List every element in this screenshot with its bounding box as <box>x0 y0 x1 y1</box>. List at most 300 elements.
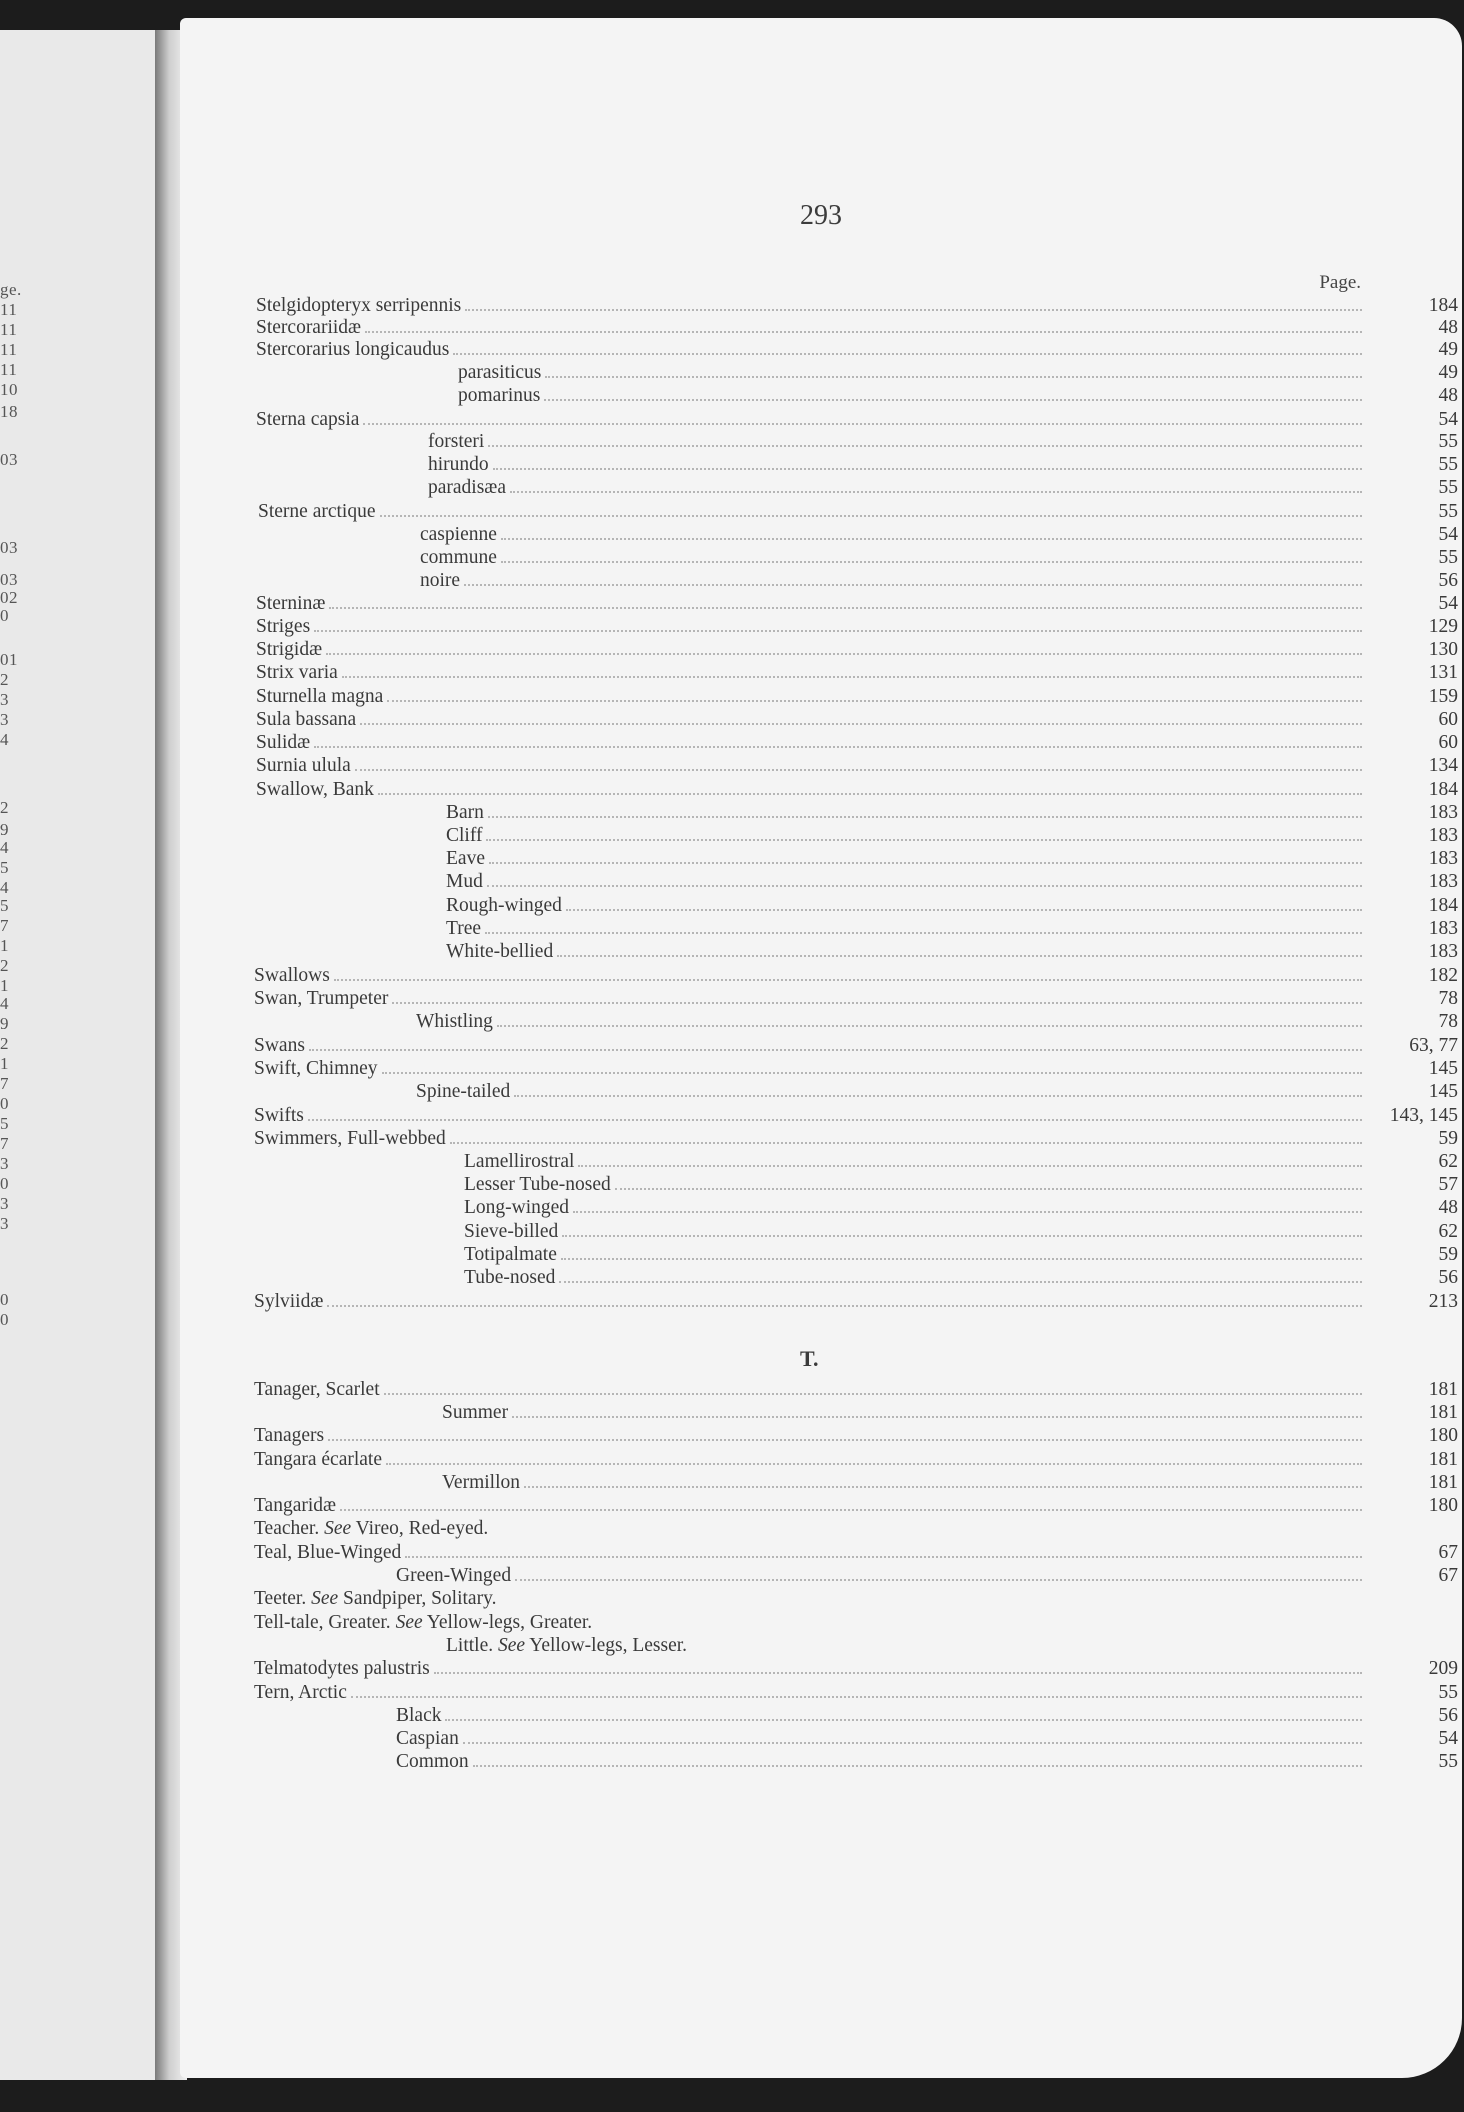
index-term-text: Green-Winged <box>396 1565 512 1586</box>
index-entry <box>256 754 1458 777</box>
index-entry <box>428 476 1458 499</box>
index-entry <box>464 1266 1458 1289</box>
index-entry <box>258 500 1458 523</box>
left-page-number: 03 <box>0 570 18 589</box>
index-page-ref: 54 <box>1438 593 1458 614</box>
index-term-text: Teeter. <box>254 1588 307 1609</box>
index-entry <box>446 894 1458 917</box>
index-term <box>446 847 485 870</box>
dot-leader <box>314 732 1362 748</box>
dot-leader <box>380 501 1363 517</box>
index-term <box>256 754 351 777</box>
index-term-text: noire <box>420 570 461 591</box>
index-term <box>396 1564 511 1587</box>
index-entry <box>446 870 1458 893</box>
index-page-ref: 184 <box>1428 779 1458 800</box>
see-reference-word: See <box>395 1612 423 1633</box>
index-page-ref: 54 <box>1438 524 1458 545</box>
left-page-number: 3 <box>0 1194 9 1213</box>
index-entry <box>396 1704 1458 1727</box>
dot-leader <box>308 1105 1362 1121</box>
index-page-ref: 131 <box>1428 662 1458 683</box>
index-term-text: Lesser Tube-nosed <box>464 1174 611 1195</box>
index-term-text: Surnia ulula <box>256 755 351 776</box>
index-entry <box>420 523 1458 546</box>
index-term <box>256 294 461 317</box>
see-reference-word: See <box>311 1588 339 1609</box>
index-entry <box>256 338 1458 361</box>
index-page-ref: 55 <box>1438 1751 1458 1772</box>
left-page-number: 11 <box>0 300 18 319</box>
index-entry <box>254 1494 1458 1517</box>
index-term <box>416 1080 510 1103</box>
index-entry <box>446 847 1458 870</box>
left-page-number-column <box>0 30 165 2080</box>
index-term-text: Cliff <box>446 825 483 846</box>
index-term-text: Strix varia <box>256 662 338 683</box>
index-entry <box>396 1727 1458 1750</box>
index-term-text: Tangara écarlate <box>254 1449 382 1470</box>
index-page-ref: 48 <box>1438 385 1458 406</box>
index-term-text: Sterninæ <box>256 593 326 614</box>
left-page-number: 11 <box>0 360 18 379</box>
index-entry <box>458 361 1458 384</box>
index-entry <box>458 384 1458 407</box>
index-entry <box>254 1034 1458 1057</box>
left-page-number: 4 <box>0 730 9 749</box>
index-page-ref: 54 <box>1438 1728 1458 1749</box>
index-page-ref: 181 <box>1428 1449 1458 1470</box>
left-page-number: 3 <box>0 690 9 709</box>
index-term-text: Barn <box>446 802 484 823</box>
index-page-ref: 59 <box>1438 1128 1458 1149</box>
index-entry <box>416 1010 1458 1033</box>
dot-leader <box>615 1174 1362 1190</box>
index-term-text: Swimmers, Full-webbed <box>254 1128 446 1149</box>
left-page-number: 5 <box>0 858 9 877</box>
index-term <box>254 1541 401 1564</box>
index-page-ref: 183 <box>1428 802 1458 823</box>
left-page-number: 3 <box>0 1154 9 1173</box>
index-entry <box>254 1517 1366 1540</box>
dot-leader <box>515 1565 1362 1581</box>
dot-leader <box>351 1682 1362 1698</box>
dot-leader <box>501 524 1362 540</box>
index-term-text: Stercorariidæ <box>256 317 362 338</box>
index-page-ref: 60 <box>1438 732 1458 753</box>
dot-leader <box>544 385 1362 401</box>
index-page-ref: 54 <box>1438 409 1458 430</box>
index-term <box>464 1173 611 1196</box>
index-content <box>180 18 1462 2078</box>
dot-leader <box>334 965 1362 981</box>
index-term-text: Tell-tale, Greater. <box>254 1612 391 1633</box>
left-page-number: 3 <box>0 1214 9 1233</box>
index-term <box>254 1104 304 1127</box>
index-term-text: Teacher. <box>254 1518 320 1539</box>
index-entry <box>256 661 1458 684</box>
dot-leader <box>434 1658 1362 1674</box>
index-term-text: parasiticus <box>458 362 542 383</box>
index-term <box>256 661 338 684</box>
index-page-ref: 182 <box>1428 965 1458 986</box>
dot-leader <box>514 1081 1362 1097</box>
index-term <box>256 338 449 361</box>
dot-leader <box>545 362 1362 378</box>
index-term <box>420 569 460 592</box>
left-page-number: 2 <box>0 956 9 975</box>
left-page-number: 02 <box>0 588 18 607</box>
see-reference-target: Sandpiper, Solitary. <box>338 1588 497 1609</box>
index-entry <box>420 569 1458 592</box>
index-page-ref: 213 <box>1428 1291 1458 1312</box>
dot-leader <box>489 848 1362 864</box>
index-term-text: Swifts <box>254 1105 304 1126</box>
dot-leader <box>486 825 1362 841</box>
index-term <box>254 1290 323 1313</box>
page-column-label: Page. <box>1319 272 1361 293</box>
index-term <box>464 1150 574 1173</box>
index-page-ref: 180 <box>1428 1425 1458 1446</box>
index-term <box>396 1727 459 1750</box>
index-term-text: Black <box>396 1705 442 1726</box>
index-term-text: Swift, Chimney <box>254 1058 378 1079</box>
index-term-text: Rough-winged <box>446 895 562 916</box>
index-page-ref: 145 <box>1428 1081 1458 1102</box>
index-term-text: White-bellied <box>446 941 554 962</box>
index-entry <box>396 1750 1458 1773</box>
index-term-text: Totipalmate <box>464 1244 557 1265</box>
dot-leader <box>329 593 1362 609</box>
index-page-ref: 78 <box>1438 1011 1458 1032</box>
index-term-text: Summer <box>442 1402 509 1423</box>
index-page-ref: 59 <box>1438 1244 1458 1265</box>
index-page-ref: 145 <box>1428 1058 1458 1079</box>
index-term-text: Strigidæ <box>256 639 323 660</box>
index-term <box>254 1448 382 1471</box>
index-term-text: Caspian <box>396 1728 459 1749</box>
index-term-text: Swan, Trumpeter <box>254 988 389 1009</box>
left-page-number: 7 <box>0 1074 9 1093</box>
left-page-number: 5 <box>0 896 9 915</box>
dot-leader <box>524 1472 1362 1488</box>
index-page-ref: 55 <box>1438 431 1458 452</box>
index-term-text: Teal, Blue-Winged <box>254 1542 402 1563</box>
index-term <box>428 476 506 499</box>
index-term <box>428 430 484 453</box>
index-entry <box>464 1150 1458 1173</box>
left-page-number: 10 <box>0 380 18 399</box>
index-entry <box>256 778 1458 801</box>
index-page-ref: 55 <box>1438 454 1458 475</box>
index-term <box>420 523 497 546</box>
index-entry <box>420 546 1458 569</box>
dot-leader <box>512 1402 1362 1418</box>
dot-leader <box>501 547 1362 563</box>
index-term-text: Little. <box>446 1635 494 1656</box>
index-term <box>256 408 359 431</box>
index-term <box>420 546 497 569</box>
index-page-ref: 60 <box>1438 709 1458 730</box>
index-entry <box>464 1220 1458 1243</box>
index-entry <box>464 1173 1458 1196</box>
index-term <box>428 453 489 476</box>
see-reference-target: Yellow-legs, Lesser. <box>525 1635 688 1656</box>
index-entry <box>256 638 1458 661</box>
index-term <box>254 1057 378 1080</box>
index-term <box>442 1471 520 1494</box>
index-term-text: Sulidæ <box>256 732 311 753</box>
index-term <box>396 1704 441 1727</box>
dot-leader <box>328 1425 1362 1441</box>
index-term <box>464 1266 555 1289</box>
index-term <box>256 731 310 754</box>
index-entry <box>256 731 1458 754</box>
dot-leader <box>387 686 1362 702</box>
dot-leader <box>309 1035 1362 1051</box>
dot-leader <box>561 1244 1362 1260</box>
index-page-ref: 49 <box>1438 362 1458 383</box>
index-term-text: Sula bassana <box>256 709 357 730</box>
dot-leader <box>559 1267 1362 1283</box>
index-term <box>446 801 484 824</box>
left-page-number: 2 <box>0 798 9 817</box>
index-entry <box>254 1587 1366 1610</box>
index-entry <box>464 1243 1458 1266</box>
index-entry <box>442 1471 1458 1494</box>
left-page-number: 3 <box>0 710 9 729</box>
dot-leader <box>327 1291 1362 1307</box>
index-entry <box>254 1127 1458 1150</box>
index-term-text: Tree <box>446 918 482 939</box>
index-page-ref: 49 <box>1438 339 1458 360</box>
index-term <box>464 1196 569 1219</box>
dot-leader <box>363 409 1362 425</box>
left-page-number: 1 <box>0 976 9 995</box>
dot-leader <box>450 1128 1362 1144</box>
left-page-number: 4 <box>0 878 9 897</box>
index-entry <box>254 1611 1366 1634</box>
dot-leader <box>485 918 1362 934</box>
index-term <box>446 940 553 963</box>
left-page-number: 11 <box>0 320 18 339</box>
index-page-ref: 129 <box>1428 616 1458 637</box>
index-entry <box>254 1448 1458 1471</box>
dot-leader <box>405 1542 1362 1558</box>
index-page <box>180 18 1462 2078</box>
dot-leader <box>355 755 1362 771</box>
index-term <box>446 1634 687 1657</box>
index-term <box>458 384 540 407</box>
index-term-text: Whistling <box>416 1011 493 1032</box>
index-page-ref: 63, 77 <box>1409 1035 1458 1056</box>
index-page-ref: 62 <box>1438 1151 1458 1172</box>
index-entry <box>446 940 1458 963</box>
index-page-ref: 181 <box>1428 1472 1458 1493</box>
facing-left-page <box>0 30 167 2080</box>
left-page-number: 4 <box>0 838 9 857</box>
index-page-ref: 183 <box>1428 848 1458 869</box>
dot-leader <box>510 477 1362 493</box>
index-term-text: Long-winged <box>464 1197 570 1218</box>
index-term-text: Spine-tailed <box>416 1081 511 1102</box>
index-term-text: Sieve-billed <box>464 1221 559 1242</box>
index-page-ref: 62 <box>1438 1221 1458 1242</box>
index-page-ref: 183 <box>1428 941 1458 962</box>
index-term <box>254 987 388 1010</box>
index-page-ref: 56 <box>1438 570 1458 591</box>
index-entry <box>256 408 1458 431</box>
index-term-text: Stelgidopteryx serripennis <box>256 295 462 316</box>
left-page-number: 1 <box>0 936 9 955</box>
index-term <box>458 361 541 384</box>
index-page-ref: 183 <box>1428 871 1458 892</box>
see-reference-target: Vireo, Red-eyed. <box>351 1518 489 1539</box>
index-entry <box>254 1541 1458 1564</box>
index-entry <box>446 1634 1366 1657</box>
index-term <box>254 1517 488 1540</box>
dot-leader <box>473 1751 1362 1767</box>
index-term-text: Eave <box>446 848 485 869</box>
index-term <box>442 1401 508 1424</box>
left-page-number: 9 <box>0 820 9 839</box>
left-page-number: 7 <box>0 916 9 935</box>
dot-leader <box>463 1728 1362 1744</box>
left-page-number: 0 <box>0 1094 9 1113</box>
left-page-number: 0 <box>0 1174 9 1193</box>
index-term-text: Sterne arctique <box>258 501 376 522</box>
index-term-text: Lamellirostral <box>464 1151 575 1172</box>
index-term-text: Tern, Arctic <box>254 1682 347 1703</box>
left-page-number: 2 <box>0 670 9 689</box>
dot-leader <box>378 779 1362 795</box>
left-page-number: ge. <box>0 280 22 299</box>
index-page-ref: 56 <box>1438 1705 1458 1726</box>
index-entry <box>254 1378 1458 1401</box>
dot-leader <box>493 454 1362 470</box>
dot-leader <box>488 802 1362 818</box>
index-entry <box>442 1401 1458 1424</box>
index-term <box>256 638 322 661</box>
dot-leader <box>453 339 1362 355</box>
index-page-ref: 48 <box>1438 1197 1458 1218</box>
dot-leader <box>497 1011 1362 1027</box>
left-page-number: 9 <box>0 1014 9 1033</box>
section-letter-t: T. <box>800 1346 819 1371</box>
index-term <box>446 894 562 917</box>
index-entry <box>428 430 1458 453</box>
page-number: 293 <box>800 200 842 231</box>
index-term-text: Common <box>396 1751 469 1772</box>
left-page-number: 0 <box>0 1290 9 1309</box>
index-term-text: Mud <box>446 871 483 892</box>
index-entry <box>396 1564 1458 1587</box>
left-page-number: 03 <box>0 538 18 557</box>
index-term <box>254 1681 347 1704</box>
index-term-text: Tanagers <box>254 1425 325 1446</box>
index-page-ref: 55 <box>1438 501 1458 522</box>
index-term <box>254 964 330 987</box>
index-page-ref: 57 <box>1438 1174 1458 1195</box>
dot-leader <box>566 895 1362 911</box>
index-term-text: hirundo <box>428 454 489 475</box>
index-term-text: Tube-nosed <box>464 1267 556 1288</box>
index-entry <box>446 801 1458 824</box>
left-page-number: 01 <box>0 650 18 669</box>
left-page-number: 2 <box>0 1034 9 1053</box>
dot-leader <box>314 616 1362 632</box>
index-term <box>254 1378 380 1401</box>
index-term-text: Swallows <box>254 965 330 986</box>
index-entry <box>254 1057 1458 1080</box>
index-term-text: forsteri <box>428 431 485 452</box>
index-term <box>254 1034 305 1057</box>
index-entry <box>464 1196 1458 1219</box>
index-term <box>464 1243 557 1266</box>
index-term-text: paradisæa <box>428 477 506 498</box>
index-page-ref: 134 <box>1428 755 1458 776</box>
index-term-text: Telmatodytes palustris <box>254 1658 430 1679</box>
index-term <box>254 1127 446 1150</box>
index-term-text: Sylviidæ <box>254 1291 324 1312</box>
index-page-ref: 78 <box>1438 988 1458 1009</box>
dot-leader <box>384 1379 1362 1395</box>
dot-leader <box>326 639 1362 655</box>
index-entry <box>254 1104 1458 1127</box>
index-page-ref: 67 <box>1438 1565 1458 1586</box>
index-term <box>256 592 325 615</box>
index-term <box>256 316 361 339</box>
index-entry <box>256 685 1458 708</box>
dot-leader <box>488 431 1362 447</box>
index-term-text: Tangaridæ <box>254 1495 337 1516</box>
see-reference-word: See <box>498 1635 526 1656</box>
dot-leader <box>487 871 1362 887</box>
index-term <box>446 824 482 847</box>
dot-leader <box>382 1058 1362 1074</box>
index-entry <box>254 1657 1458 1680</box>
index-term <box>254 1611 592 1634</box>
left-page-number: 4 <box>0 994 9 1013</box>
index-term-text: Vermillon <box>442 1472 520 1493</box>
index-page-ref: 55 <box>1438 1682 1458 1703</box>
dot-leader <box>342 662 1362 678</box>
index-page-ref: 209 <box>1428 1658 1458 1679</box>
index-term-text: Striges <box>256 616 311 637</box>
index-page-ref: 55 <box>1438 477 1458 498</box>
left-page-number: 5 <box>0 1114 9 1133</box>
index-page-ref: 159 <box>1428 686 1458 707</box>
index-page-ref: 183 <box>1428 825 1458 846</box>
left-page-number: 0 <box>0 1310 9 1329</box>
index-page-ref: 183 <box>1428 918 1458 939</box>
index-term <box>258 500 376 523</box>
index-entry <box>254 964 1458 987</box>
index-term-text: commune <box>420 547 497 568</box>
index-page-ref: 67 <box>1438 1542 1458 1563</box>
index-term <box>254 1494 336 1517</box>
index-term-text: caspienne <box>420 524 497 545</box>
index-term-text: Tanager, Scarlet <box>254 1379 380 1400</box>
dot-leader <box>360 709 1362 725</box>
index-page-ref: 130 <box>1428 639 1458 660</box>
left-page-number: 1 <box>0 1054 9 1073</box>
index-term <box>256 615 310 638</box>
index-term <box>256 708 356 731</box>
index-entry <box>256 294 1458 317</box>
dot-leader <box>573 1197 1362 1213</box>
index-term <box>256 685 383 708</box>
